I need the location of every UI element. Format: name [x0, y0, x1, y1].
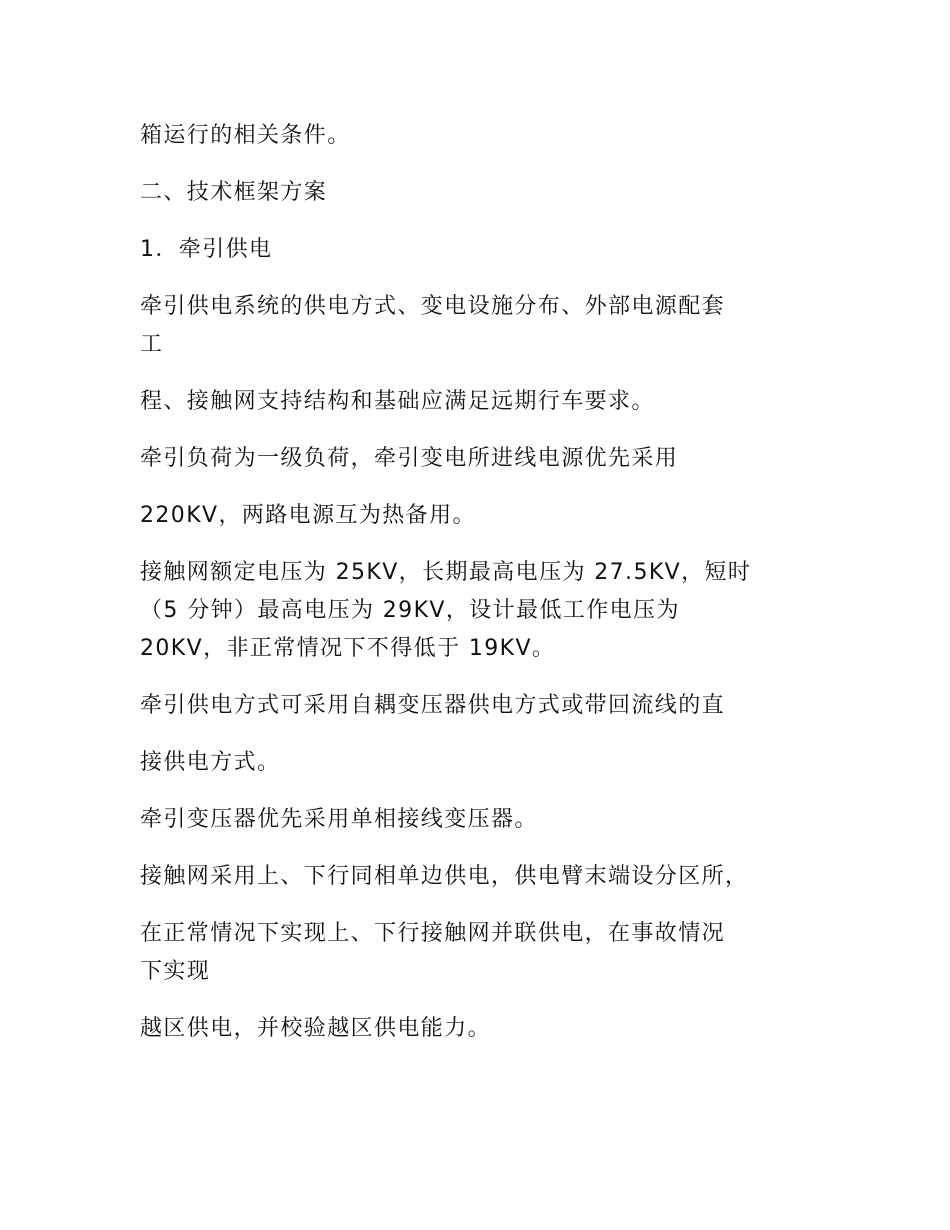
- text-line: 下实现: [140, 959, 211, 984]
- text-line: 越区供电，并校验越区供电能力。: [140, 1016, 492, 1041]
- document-body: [140, 117, 820, 1067]
- text-line: 20KV，非正常情况下不得低于 19KV。: [140, 636, 556, 661]
- text-line: 工: [140, 332, 164, 357]
- paragraph-4: [140, 288, 820, 364]
- text-line: 接触网额定电压为 25KV，长期最高电压为 27.5KV，短时: [140, 560, 752, 585]
- text-line: 牵引供电方式可采用自耦变压器供电方式或带回流线的直: [140, 693, 726, 718]
- paragraph-8: [140, 554, 820, 668]
- paragraph-11: [140, 801, 820, 839]
- paragraph-1: [140, 117, 820, 155]
- paragraph-9: [140, 687, 820, 725]
- text-line: 程、接触网支持结构和基础应满足远期行车要求。: [140, 389, 655, 414]
- paragraph-14: [140, 1010, 820, 1048]
- paragraph-12: [140, 858, 820, 896]
- text-line: 二、技术框架方案: [140, 180, 328, 205]
- text-line: 牵引供电系统的供电方式、变电设施分布、外部电源配套: [140, 294, 726, 319]
- text-line: 1．牵引供电: [140, 237, 273, 262]
- section-heading: [140, 174, 820, 212]
- text-line: 接触网采用上、下行同相单边供电，供电臂末端设分区所，: [140, 864, 749, 889]
- paragraph-5: [140, 383, 820, 421]
- paragraph-13: [140, 915, 820, 991]
- paragraph-6: [140, 440, 820, 478]
- text-line: 箱运行的相关条件。: [140, 123, 351, 148]
- subsection-heading: [140, 231, 820, 269]
- text-line: （5 分钟）最高电压为 29KV，设计最低工作电压为: [140, 598, 680, 623]
- text-line: 牵引负荷为一级负荷，牵引变电所进线电源优先采用: [140, 446, 679, 471]
- paragraph-7: [140, 497, 820, 535]
- text-line: 牵引变压器优先采用单相接线变压器。: [140, 807, 538, 832]
- text-line: 接供电方式。: [140, 750, 281, 775]
- text-line: 在正常情况下实现上、下行接触网并联供电，在事故情况: [140, 921, 726, 946]
- text-line: 220KV，两路电源互为热备用。: [140, 503, 476, 528]
- paragraph-10: [140, 744, 820, 782]
